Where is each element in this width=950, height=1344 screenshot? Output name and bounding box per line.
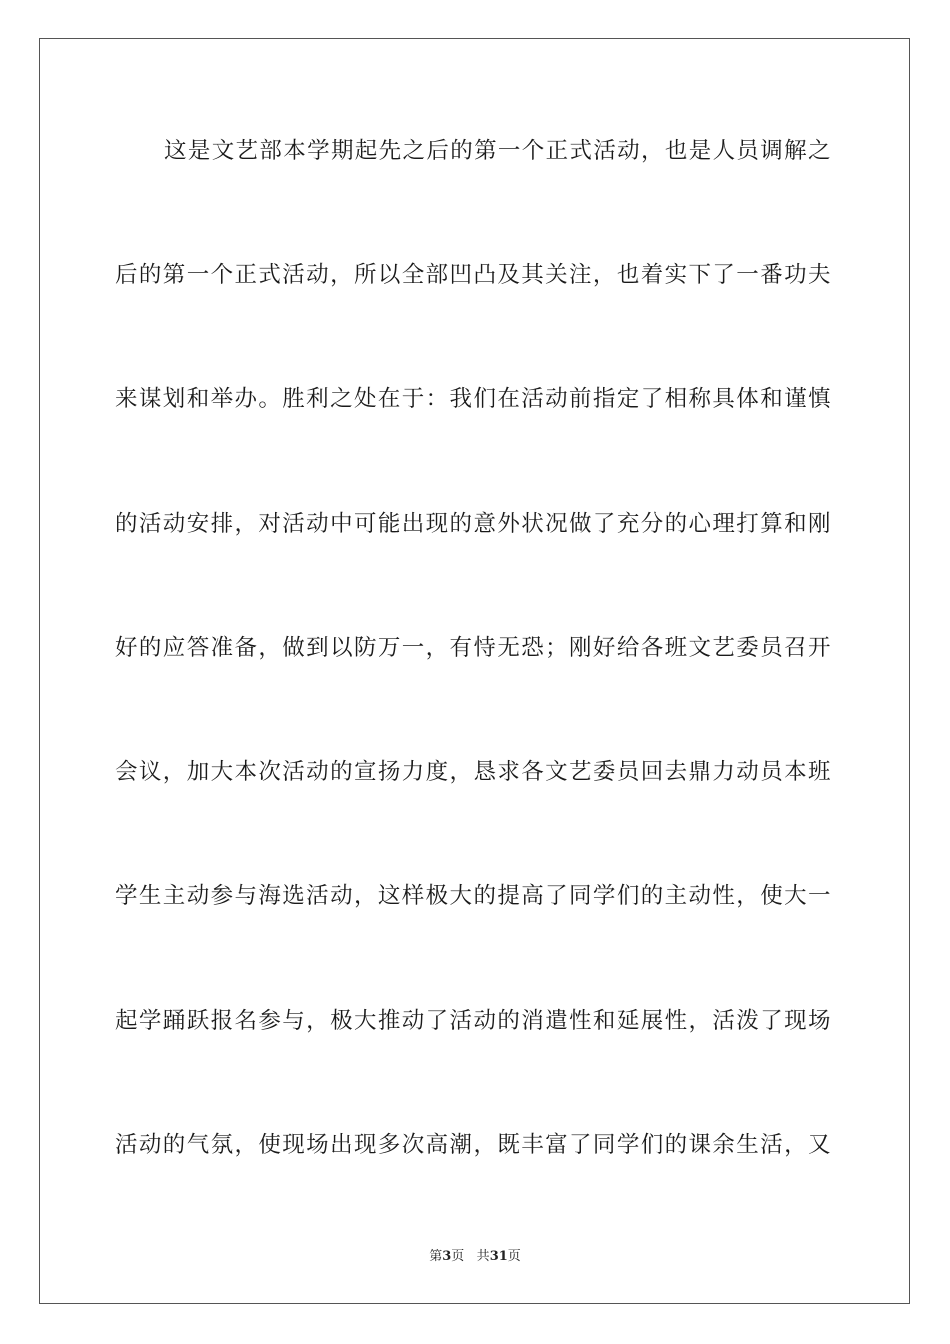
body-text-line-8: 起学踊跃报名参与，极大推动了活动的消遣性和延展性，活泼了现场 <box>115 1008 831 1034</box>
body-text-line-2: 后的第一个正式活动，所以全部凹凸及其关注，也着实下了一番功夫 <box>115 262 831 288</box>
body-text-line-1: 这是文艺部本学期起先之后的第一个正式活动，也是人员调解之 <box>164 138 831 164</box>
body-text-line-9: 活动的气氛，使现场出现多次高潮，既丰富了同学们的课余生活，又 <box>115 1132 831 1158</box>
footer-total-pages: 31 <box>489 1249 508 1264</box>
footer-total-suffix: 页 <box>507 1249 521 1264</box>
body-text-line-3: 来谋划和举办。胜利之处在于：我们在活动前指定了相称具体和谨慎 <box>115 386 831 412</box>
footer-page-number: 3 <box>442 1249 452 1264</box>
footer-total-prefix: 共 <box>476 1249 490 1264</box>
body-text-line-7: 学生主动参与海选活动，这样极大的提高了同学们的主动性，使大一 <box>115 883 831 909</box>
footer-page-prefix: 第 <box>429 1249 443 1264</box>
body-text-line-5: 好的应答准备，做到以防万一，有恃无恐；刚好给各班文艺委员召开 <box>115 635 831 661</box>
footer-page-suffix: 页 <box>451 1249 465 1264</box>
page-footer <box>0 1248 950 1266</box>
page-border <box>39 38 910 1304</box>
body-text-line-4: 的活动安排，对活动中可能出现的意外状况做了充分的心理打算和刚 <box>115 511 831 537</box>
body-text-line-6: 会议，加大本次活动的宣扬力度，恳求各文艺委员回去鼎力动员本班 <box>115 759 831 785</box>
